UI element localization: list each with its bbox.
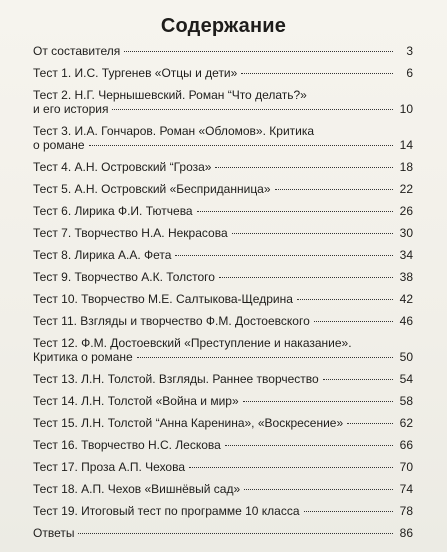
dot-leader xyxy=(347,423,393,424)
toc-entry-line xyxy=(33,372,413,386)
toc-page-number: 54 xyxy=(399,372,413,386)
toc-entry-text: о романе xyxy=(33,138,85,152)
toc-entry-text: и его история xyxy=(33,102,109,116)
toc-entry-text: Тест 10. Творчество М.Е. Салтыкова-Щедрина xyxy=(33,292,293,306)
toc-entry xyxy=(33,504,413,518)
toc-entry-line xyxy=(33,270,413,284)
dot-leader xyxy=(244,489,393,490)
toc-page-number: 38 xyxy=(399,270,413,284)
toc-entry-line xyxy=(33,160,413,174)
dot-leader xyxy=(189,467,393,468)
toc-entry xyxy=(33,66,413,80)
toc-page-number: 78 xyxy=(399,504,413,518)
toc-page-number: 26 xyxy=(399,204,413,218)
toc-entry-text: Тест 18. А.П. Чехов «Вишнёвый сад» xyxy=(33,482,241,496)
toc-entry-line xyxy=(33,482,413,496)
toc-entry-text: Тест 11. Взгляды и творчество Ф.М. Достоевского xyxy=(33,314,310,328)
toc-page-number: 10 xyxy=(399,102,413,116)
dot-leader xyxy=(225,445,393,446)
toc-page-number: 18 xyxy=(399,160,413,174)
toc-page-number: 46 xyxy=(399,314,413,328)
toc-entry-text: Тест 16. Творчество Н.С. Лескова xyxy=(33,438,221,452)
dot-leader xyxy=(232,233,393,234)
toc-entry-text: Тест 13. Л.Н. Толстой. Взгляды. Раннее творчество xyxy=(33,372,319,386)
toc-entry-text: Тест 15. Л.Н. Толстой “Анна Каренина», «Воскресение» xyxy=(33,416,344,430)
dot-leader xyxy=(323,379,393,380)
dot-leader xyxy=(175,255,393,256)
toc-entry xyxy=(33,44,413,58)
toc-entry-text: От составителя xyxy=(33,44,121,58)
toc-page-number: 86 xyxy=(399,526,413,540)
dot-leader xyxy=(314,321,393,322)
dot-leader xyxy=(215,167,393,168)
toc-entry-line xyxy=(33,102,413,116)
toc-entry xyxy=(33,372,413,386)
toc-page-number: 14 xyxy=(399,138,413,152)
toc-entry xyxy=(33,124,413,152)
toc-entry-text: Тест 7. Творчество Н.А. Некрасова xyxy=(33,226,228,240)
toc-entry-text: Тест 5. А.Н. Островский «Бесприданница» xyxy=(33,182,271,196)
dot-leader xyxy=(297,299,393,300)
toc-entry-text: Критика о романе xyxy=(33,350,133,364)
toc-entry-text: Тест 19. Итоговый тест по программе 10 класса xyxy=(33,504,300,518)
toc-entry-line xyxy=(33,504,413,518)
toc-entry xyxy=(33,226,413,240)
toc-entry-text: Тест 4. А.Н. Островский “Гроза» xyxy=(33,160,212,174)
table-of-contents xyxy=(33,44,413,548)
toc-entry xyxy=(33,526,413,540)
toc-entry xyxy=(33,204,413,218)
toc-page-number: 70 xyxy=(399,460,413,474)
toc-page-number: 58 xyxy=(399,394,413,408)
dot-leader xyxy=(219,277,393,278)
toc-entry-text: Тест 12. Ф.М. Достоевский «Преступление и наказание». xyxy=(33,336,352,350)
dot-leader xyxy=(304,511,393,512)
toc-page-number: 30 xyxy=(399,226,413,240)
toc-entry-text: Тест 3. И.А. Гончаров. Роман «Обломов». Критика xyxy=(33,124,315,138)
toc-entry-line xyxy=(33,438,413,452)
toc-page-number: 74 xyxy=(399,482,413,496)
toc-page-number: 62 xyxy=(399,416,413,430)
toc-entry xyxy=(33,182,413,196)
toc-page-number: 3 xyxy=(406,44,413,58)
dot-leader xyxy=(275,189,393,190)
dot-leader xyxy=(137,357,393,358)
toc-entry xyxy=(33,292,413,306)
toc-entry-text: Тест 17. Проза А.П. Чехова xyxy=(33,460,186,474)
toc-entry-text: Ответы xyxy=(33,526,75,540)
toc-entry-line xyxy=(33,248,413,262)
dot-leader xyxy=(78,533,393,534)
toc-entry xyxy=(33,482,413,496)
toc-entry-text: Тест 9. Творчество А.К. Толстого xyxy=(33,270,215,284)
toc-entry-line xyxy=(33,314,413,328)
toc-entry-line xyxy=(33,394,413,408)
toc-page-number: 6 xyxy=(406,66,413,80)
dot-leader xyxy=(89,145,393,146)
toc-entry xyxy=(33,160,413,174)
toc-entry xyxy=(33,314,413,328)
toc-entry xyxy=(33,438,413,452)
toc-page-number: 50 xyxy=(399,350,413,364)
toc-entry xyxy=(33,416,413,430)
toc-entry-line xyxy=(33,44,413,58)
toc-entry-text: Тест 6. Лирика Ф.И. Тютчева xyxy=(33,204,193,218)
toc-entry-line xyxy=(33,350,413,364)
toc-entry-text: Тест 14. Л.Н. Толстой «Война и мир» xyxy=(33,394,239,408)
toc-entry xyxy=(33,270,413,284)
toc-page-number: 22 xyxy=(399,182,413,196)
toc-entry-line xyxy=(33,226,413,240)
toc-entry-line xyxy=(33,204,413,218)
dot-leader xyxy=(197,211,393,212)
toc-entry-line xyxy=(33,292,413,306)
toc-page-number: 42 xyxy=(399,292,413,306)
toc-entry-line xyxy=(33,460,413,474)
toc-entry-line xyxy=(33,138,413,152)
toc-entry-line xyxy=(33,416,413,430)
toc-entry xyxy=(33,394,413,408)
toc-entry-text: Тест 2. Н.Г. Чернышевский. Роман “Что делать?» xyxy=(33,88,307,102)
toc-entry-line xyxy=(33,182,413,196)
toc-entry xyxy=(33,248,413,262)
page-title: Содержание xyxy=(160,15,287,37)
toc-page-number: 66 xyxy=(399,438,413,452)
toc-entry xyxy=(33,460,413,474)
toc-entry xyxy=(33,88,413,116)
toc-entry-text: Тест 8. Лирика А.А. Фета xyxy=(33,248,172,262)
dot-leader xyxy=(124,51,393,52)
toc-entry xyxy=(33,336,413,364)
dot-leader xyxy=(241,73,393,74)
dot-leader xyxy=(243,401,393,402)
toc-entry-text: Тест 1. И.С. Тургенев «Отцы и дети» xyxy=(33,66,238,80)
toc-entry-line xyxy=(33,66,413,80)
toc-entry-line xyxy=(33,526,413,540)
dot-leader xyxy=(112,109,393,110)
toc-page-number: 34 xyxy=(399,248,413,262)
